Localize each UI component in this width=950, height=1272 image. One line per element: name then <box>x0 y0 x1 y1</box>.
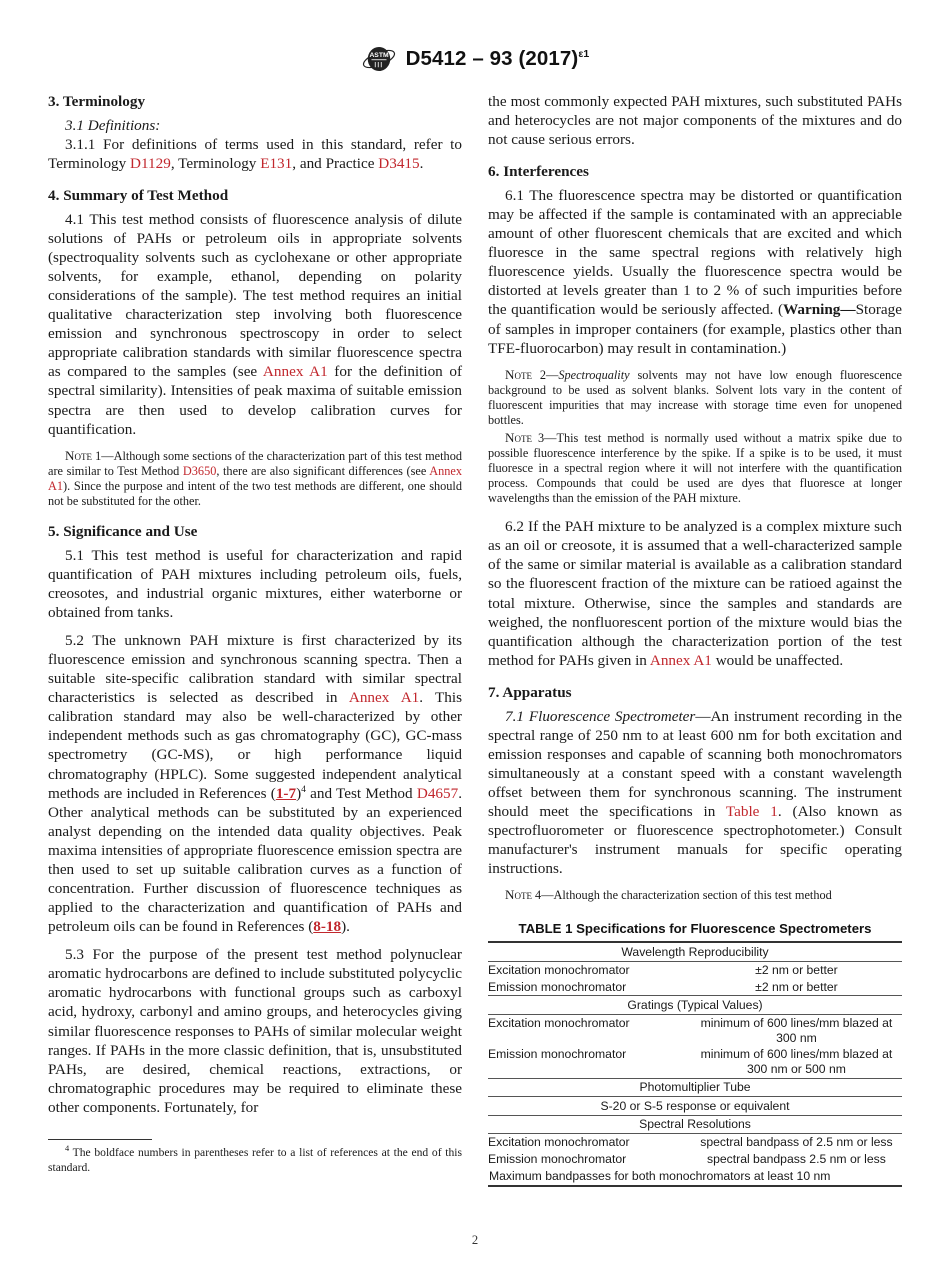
note-1 <box>48 448 462 509</box>
table-cell-value: ±2 nm or better <box>691 962 902 979</box>
table-cell-full: S-20 or S-5 response or equivalent <box>488 1097 902 1116</box>
note-2 <box>488 367 902 428</box>
footnote-divider <box>48 1139 152 1140</box>
note-4-text: —Although the characterization section of this test method <box>541 888 832 903</box>
table-cell-value: minimum of 600 lines/mm blazed at 300 nm <box>691 1014 902 1046</box>
table-row <box>488 962 902 979</box>
footnote-4-text: The boldface numbers in parentheses refer to a list of references at the end of this standard. <box>48 1145 462 1174</box>
p311-text-a: 3.1.1 For definitions of terms used in this standard, refer to Terminology <box>48 135 462 172</box>
note-2-number: 2 <box>539 367 547 382</box>
link-annex-a1-4[interactable]: Annex A1 <box>649 651 712 669</box>
note-2-text-a: — <box>546 367 559 382</box>
p71-italic-term: 7.1 Fluorescence Spectrometer <box>505 707 696 725</box>
note-4 <box>488 887 902 903</box>
footnote-marker-4: 4 <box>301 783 306 795</box>
note-4-label: Note <box>505 887 532 903</box>
p61-text-a: 6.1 The fluorescence spectra may be distorted or quantification may be affected if the sample is contaminated with an appreciable amount of other fluorescent chemicals that are excited and which fluoresce in the same spectral regions with relatively high fluorescence yields. Usually the fluorescence spectra would be distorted at levels greater than 1 to 2 % of such impurities before the quantification would be seriously affected. ( <box>488 186 902 319</box>
note-2-space <box>532 368 540 382</box>
table-row-full <box>488 1168 902 1187</box>
paragraph-3-1-text: 3.1 Definitions: <box>65 116 161 134</box>
table-cell-value: spectral bandpass 2.5 nm or less <box>707 1152 886 1167</box>
table-group-header <box>488 1078 902 1097</box>
paragraph-continuation: the most commonly expected PAH mixtures, such substituted PAHs and heterocycles are not major components of the mixtures and do not cause serious errors. <box>488 93 902 149</box>
link-d3650[interactable]: D3650 <box>182 463 217 478</box>
table-group-header <box>488 1115 902 1134</box>
note-3-text: —This test method is normally used without a matrix spike due to possible fluorescence interference by the spike. If a spike is to be used, it must fluoresce in a spectral region where it will not interfere with the quantification process. Compounds that could be used are dyes that fluoresce at longer wavelengths than the emission of the PAH mixture. <box>488 430 903 506</box>
page-header <box>0 44 950 74</box>
table-cell-full: Maximum bandpasses for both monochromators at least 10 nm <box>489 1169 831 1184</box>
footnote-4 <box>48 1146 462 1175</box>
table-cell-value: ±2 nm or better <box>755 979 838 994</box>
svg-text:ASTM: ASTM <box>369 51 389 59</box>
p41-text-b: for the definition of spectral similarity). Intensities of peak maxima of suitable emission spectra are then used to develop calibration curves for quantification. <box>48 363 463 438</box>
link-annex-a1-2[interactable]: Annex A1 <box>48 463 462 493</box>
epsilon-mark: ε1 <box>578 48 590 61</box>
note-3 <box>488 430 902 506</box>
table-1-body <box>488 942 902 1187</box>
p41-text-a: 4.1 This test method consists of fluorescence analysis of dilute solutions of PAHs or petroleum oils in appropriate solvents (spectroquality solvents such as cyclohexane or other appropriate solvents, for example, ethanol, depending on polarity considerations of the sample). The test method requires an initial qualitative characterization step involving both fluorescence emission and synchronous spectroscopy in order to select appropriate calibration standards with similar fluorescence spectra as compared to the samples (see <box>48 210 462 381</box>
link-d1129[interactable]: D1129 <box>130 154 171 172</box>
table-row-full <box>488 1097 902 1116</box>
note-2-label: Note <box>505 366 532 382</box>
designation-text: D5412 – 93 (2017) <box>405 47 579 70</box>
standard-designation <box>406 47 590 71</box>
table-cell-label: Emission monochromator <box>488 979 627 994</box>
p61-text-b: Storage of samples in improper containers (for example, plastics other than TFE-fluorocarbon) may result in contamination.) <box>488 301 902 357</box>
link-references-1-7[interactable]: 1-7 <box>275 784 297 802</box>
note-3-label: Note <box>505 429 532 445</box>
p71-text-a: —An instrument recording in the spectral range of 250 nm to at least 600 nm for both excitation and emission responses and capable of scanning both monochromators simultaneously at a constant speed with a constant wavelength offset between them for synchronous scanning. The instrument should meet the specifications in <box>488 707 902 821</box>
p62-text-a: 6.2 If the PAH mixture to be analyzed is a complex mixture such as an oil or creosote, it is assumed that a well-characterized sample of the same or similar material is available as a calibration standard so the fluorescent fraction of the mixture can be ratioed against the total mixture. Otherwise, since the samples and standards are weighed, the nonfluorescent portion of the mixture would bias the quantification although the characterization portion of the test method for PAHs given in <box>488 518 902 669</box>
note-2-text-b: solvents may not have low enough fluorescence background to be used as solvent blanks. Solvent lots vary in the content of fluorescent impurities that may increase with storage time even for unopened bottles. <box>488 367 903 427</box>
table-cell-label: Emission monochromator <box>488 1152 627 1167</box>
table-group-label: Wavelength Reproducibility <box>488 942 902 961</box>
warning-label: Warning— <box>783 301 856 319</box>
paragraph-7-1 <box>488 707 902 879</box>
table-row <box>488 1151 902 1168</box>
table-cell-value: spectral bandpass of 2.5 nm or less <box>691 1134 902 1151</box>
footnote-4-marker: 4 <box>65 1144 70 1154</box>
table-cell-label: Emission monochromator <box>488 1047 627 1062</box>
link-annex-a1-1[interactable]: Annex A1 <box>262 363 328 381</box>
table-group-label: Spectral Resolutions <box>488 1115 902 1134</box>
p52-text-b: . This calibration standard may also be well-characterized by other independent methods such as gas chromatography (GC), GC-mass spectrometry (GC-MS), or high performance liquid chromatography (HPLC). Some suggested independent analytical methods are included in References ( <box>48 689 462 802</box>
section-heading-summary: 4. Summary of Test Method <box>48 186 229 204</box>
paragraph-3-1-1 <box>48 135 462 173</box>
link-annex-a1-3[interactable]: Annex A1 <box>348 689 420 707</box>
p52-text-e: . Other analytical methods can be substituted by an experienced analyst depending on the intended data quality objectives. Peak maxima intensities of appropriate fluorescence emission spectra are then used to set up suitable calibration curves as a function of concentration. Further discussion of fluorescence techniques as applied to the characterization and quantification of PAHs and petroleum oils can be found in References ( <box>48 784 462 936</box>
section-heading-significance: 5. Significance and Use <box>48 522 198 540</box>
table-group-label: Photomultiplier Tube <box>488 1078 902 1097</box>
astm-logo-icon <box>361 44 397 74</box>
p52-text-f: ). <box>341 918 350 936</box>
link-references-8-18[interactable]: 8-18 <box>313 918 342 936</box>
p311-text-c: , and Practice <box>292 154 379 172</box>
table-cell-label: Excitation monochromator <box>488 1014 691 1046</box>
table-row <box>488 979 902 996</box>
link-d4657[interactable]: D4657 <box>416 784 459 802</box>
paragraph-6-2 <box>488 517 902 670</box>
paragraph-3-1 <box>48 116 462 135</box>
paragraph-5-1: 5.1 This test method is useful for characterization and rapid quantification of PAH mixtures including petroleum oils, fuels, creosotes, and industrial organic mixtures, either waterborne or obtained from tanks. <box>48 546 462 621</box>
section-heading-interferences: 6. Interferences <box>488 163 589 181</box>
section-heading-terminology: 3. Terminology <box>48 93 146 110</box>
p311-text-b: , Terminology <box>170 154 261 172</box>
note-1-label: Note <box>65 447 92 463</box>
p52-text-c: ) <box>296 784 302 802</box>
table-row <box>488 1046 902 1078</box>
table-1-block <box>488 921 902 1187</box>
p62-text-b: would be unaffected. <box>711 651 844 669</box>
table-group-header <box>488 996 902 1015</box>
note-2-italic: Spectroquality <box>558 367 630 382</box>
table-bottom-rule-cell <box>488 1186 902 1187</box>
p71-text-b: . (Also known as spectrofluorometer or fluorescence spectrophotometer.) Consult manufacturer's instrument manuals for specific operating instructions. <box>488 803 902 878</box>
link-table-1[interactable]: Table 1 <box>725 803 778 821</box>
table-bottom-rule <box>488 1186 902 1187</box>
note-1-text-b: , there are also significant differences (see <box>216 463 430 478</box>
table-cell-label: Excitation monochromator <box>488 962 691 979</box>
table-cell-value: minimum of 600 lines/mm blazed at 300 nm or 500 nm <box>700 1047 893 1076</box>
table-1-specifications <box>488 941 902 1187</box>
table-cell-label: Excitation monochromator <box>488 1134 691 1151</box>
note-1-num: 1 <box>95 448 102 463</box>
page-number: 2 <box>471 1233 479 1247</box>
section-heading-apparatus: 7. Apparatus <box>488 683 572 701</box>
paragraph-5-2 <box>48 631 462 936</box>
paragraph-5-3: 5.3 For the purpose of the present test method polynuclear aromatic hydrocarbons are defined to include substituted polycyclic aromatic hydrocarbons with functional groups such as carboxyl acid, hydroxy, carbonyl and amino groups, and heterocycles giving similar fluorescence responses to PAHs of similar molecular weight ranges. If PAHs in the more classic definition, that is, unsubstituted PAHs, are desired, chemical reactions, extractions, or chromatographic procedures may be required to eliminate these other components. Fortunately, for <box>48 946 462 1116</box>
right-column <box>488 92 902 1187</box>
note-3-number: 3 <box>537 430 545 445</box>
p311-text-d: . <box>419 154 424 172</box>
table-row <box>488 1134 902 1151</box>
footnote-block <box>48 1139 462 1175</box>
paragraph-6-1 <box>488 186 902 358</box>
link-d3415[interactable]: D3415 <box>378 154 420 172</box>
link-e131[interactable]: E131 <box>260 154 293 172</box>
paragraph-4-1 <box>48 210 462 439</box>
table-row <box>488 1014 902 1046</box>
note-4-number: 4 <box>535 888 542 903</box>
table-1-caption: TABLE 1 Specifications for Fluorescence Spectrometers <box>518 921 872 937</box>
left-column <box>48 92 462 1175</box>
note-1-text-a: —Although some sections of the characterization part of this test method are similar to Test Method <box>48 448 462 478</box>
note-1-text-c: ). Since the purpose and intent of the two test methods are different, one should not be substituted for the other. <box>48 478 462 508</box>
p52-text-d: and Test Method <box>305 784 417 802</box>
p52-text-a: 5.2 The unknown PAH mixture is first characterized by its fluorescence emission and synchronous scanning spectra. Then a suitable site-specific calibration standard with similar spectral characteristics is selected as described in <box>48 631 462 707</box>
table-group-header <box>488 942 902 961</box>
table-group-label: Gratings (Typical Values) <box>488 996 902 1015</box>
